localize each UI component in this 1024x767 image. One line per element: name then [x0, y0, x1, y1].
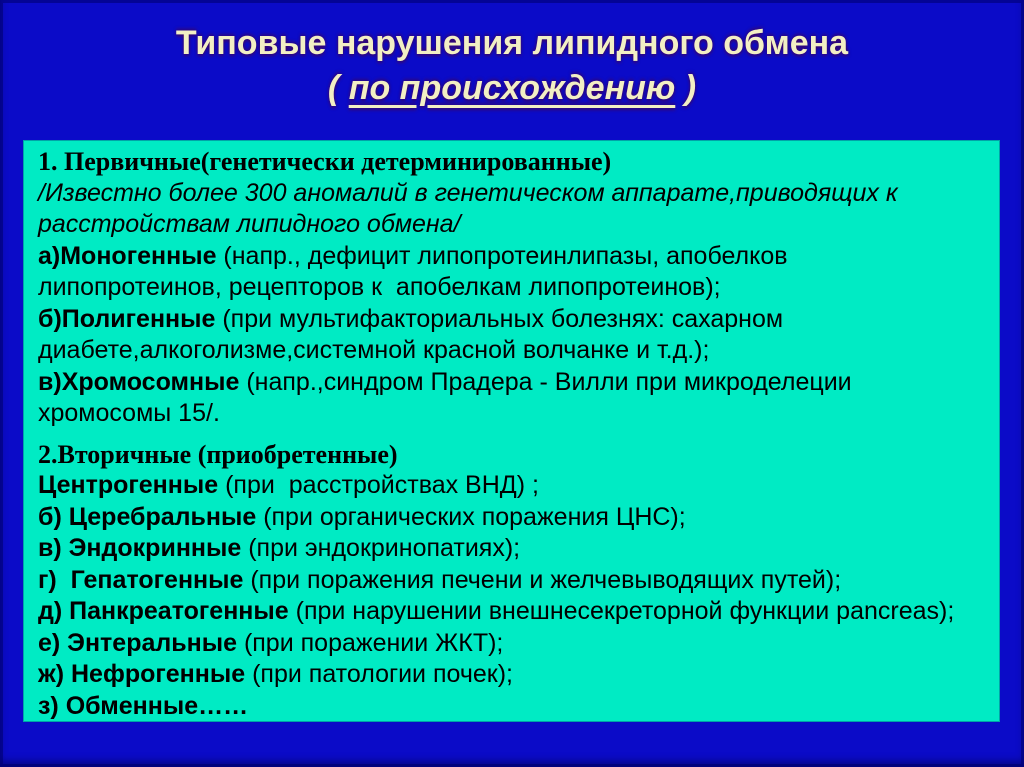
line-text: диабете,алкоголизме,системной красной волчанке и т.д.); [38, 336, 710, 364]
line-text: (при патологии почек); [245, 660, 513, 688]
line-lead-bold: б) Церебральные [38, 502, 257, 531]
content-line-item [38, 659, 985, 691]
content-line-cont [38, 335, 985, 367]
title-line-2 [0, 68, 1024, 108]
line-text: хромосомы 15/. [38, 399, 220, 427]
line-lead-bold: д) Панкреатогенные [38, 597, 289, 625]
content-line-note [38, 178, 985, 210]
line-lead-bold: ж) Нефрогенные [38, 660, 246, 688]
title-paren-open: ( [327, 69, 349, 107]
content-line-cont [38, 272, 985, 304]
section [38, 146, 985, 430]
content-line-note [38, 209, 985, 241]
line-lead-bold: б)Полигенные [38, 304, 216, 333]
content-line-item [38, 596, 985, 628]
content-line-item [38, 304, 985, 336]
line-lead-bold: з) Обменные…… [38, 691, 249, 720]
title-underlined-phrase: по происхождению [348, 69, 676, 107]
content-line-item [38, 367, 985, 399]
line-text: (напр., дефицит липопротеинлипазы, апобелков [216, 241, 788, 270]
line-lead-bold: в) Эндокринные [38, 534, 242, 562]
section-heading: 2.Вторичные (приобретенные) [38, 439, 398, 469]
content-line-cont [38, 398, 985, 430]
content-line-item [38, 565, 985, 597]
line-lead-bold: е) Энтеральные [38, 628, 237, 657]
line-text: (при органических поражения ЦНС); [256, 502, 686, 531]
content-line-item [38, 628, 985, 660]
content-line-item [38, 470, 985, 502]
content-line-item [38, 241, 985, 273]
line-lead-bold: в)Хромосомные [38, 367, 240, 396]
content-box [23, 140, 1000, 722]
line-text: (напр.,синдром Прадера - Вилли при микроделеции [239, 367, 852, 396]
line-text: /Известно более 300 аномалий в генетическом аппарате,приводящих к [38, 178, 898, 207]
title-line-1: Типовые нарушения липидного обмена [175, 24, 849, 62]
section [38, 439, 985, 723]
line-text: (при расстройствах ВНД) ; [218, 471, 539, 499]
slide-title [0, 22, 1024, 108]
line-text: (при эндокринопатиях); [241, 534, 521, 562]
line-lead-bold: г) Гепатогенные [38, 565, 244, 594]
line-text: (при поражения печени и желчевыводящих путей); [243, 565, 842, 594]
line-lead-bold: Центрогенные [38, 471, 219, 499]
line-text: (при нарушении внешнесекреторной функции pancreas); [288, 597, 955, 625]
line-text: расстройствам липидного обмена/ [38, 210, 461, 238]
line-lead-bold: а)Моногенные [38, 241, 217, 270]
line-text: (при поражении ЖКТ); [237, 628, 504, 657]
content-line-item [38, 691, 985, 723]
line-text: липопротеинов, рецепторов к апобелкам липопротеинов); [38, 273, 721, 301]
content-line-item [38, 502, 985, 534]
title-paren-close: ) [675, 69, 697, 107]
section-heading: 1. Первичные(генетически детерминированные) [38, 147, 612, 176]
content-line-item [38, 533, 985, 565]
line-text: (при мультифакториальных болезнях: сахарном [215, 304, 784, 333]
